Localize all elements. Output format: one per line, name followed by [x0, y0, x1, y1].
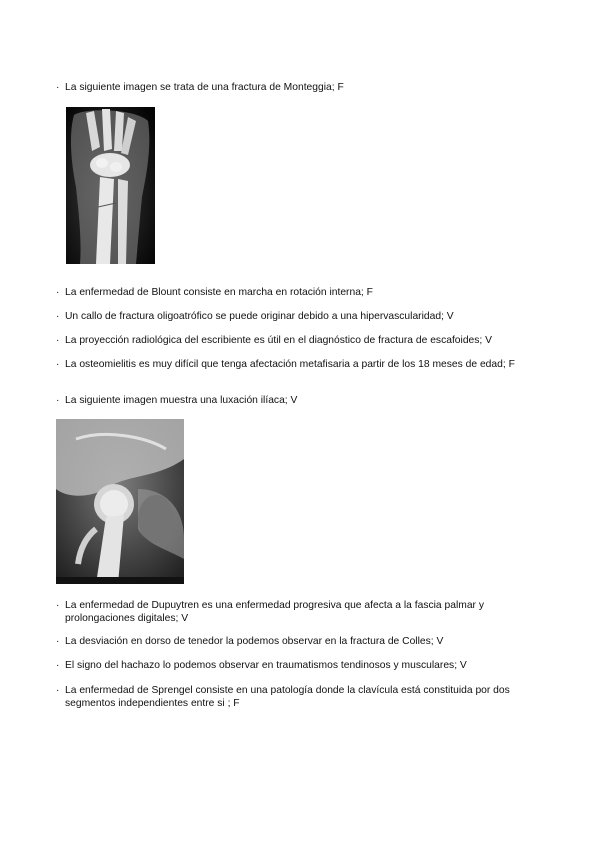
- list-item: [56, 685, 541, 710]
- list-item-text: La siguiente imagen muestra una luxación ilíaca; V: [65, 395, 298, 406]
- list-item-text: La enfermedad de Blount consiste en marcha en rotación interna; F: [65, 287, 373, 298]
- bullet: ·: [56, 600, 60, 611]
- hip-xray-image: [56, 419, 184, 584]
- bullet: ·: [56, 359, 60, 370]
- bullet: ·: [56, 311, 60, 322]
- list-item-text: Un callo de fractura oligoatrófico se puede originar debido a una hipervascularidad; V: [65, 311, 454, 322]
- list-item-text: La osteomielitis es muy difícil que tenga afectación metafisaria a partir de los 18 meses de edad; F: [65, 359, 515, 370]
- list-item-text: La proyección radiológica del escribiente es útil en el diagnóstico de fractura de escafoides; V: [65, 335, 493, 346]
- list-item: [56, 359, 541, 372]
- bullet: ·: [56, 636, 60, 647]
- wrist-xray-image: [66, 107, 155, 264]
- list-item-text: La desviación en dorso de tenedor la podemos observar en la fractura de Colles; V: [65, 636, 444, 647]
- list-item-text: El signo del hachazo lo podemos observar en traumatismos tendinosos y musculares; V: [65, 660, 467, 671]
- list-item-text: La enfermedad de Sprengel consiste en una patología donde la clavícula está constituida por dos segmentos independientes entre si ; F: [65, 685, 510, 709]
- list-item: [56, 82, 541, 95]
- list-item: [56, 660, 541, 673]
- list-item: [56, 311, 541, 324]
- list-item: [56, 395, 541, 408]
- list-item-text: La enfermedad de Dupuytren es una enfermedad progresiva que afecta a la fascia palmar y prolongaciones digitales; V: [65, 600, 484, 624]
- bullet: ·: [56, 335, 60, 346]
- list-item: [56, 636, 541, 649]
- list-item-text: La siguiente imagen se trata de una fractura de Monteggia; F: [65, 82, 344, 93]
- bullet: ·: [56, 660, 60, 671]
- list-item: [56, 600, 541, 625]
- bullet: ·: [56, 685, 60, 696]
- list-item: [56, 335, 541, 348]
- list-item: [56, 287, 541, 300]
- bullet: ·: [56, 395, 60, 406]
- bullet: ·: [56, 287, 60, 298]
- bullet: ·: [56, 82, 60, 93]
